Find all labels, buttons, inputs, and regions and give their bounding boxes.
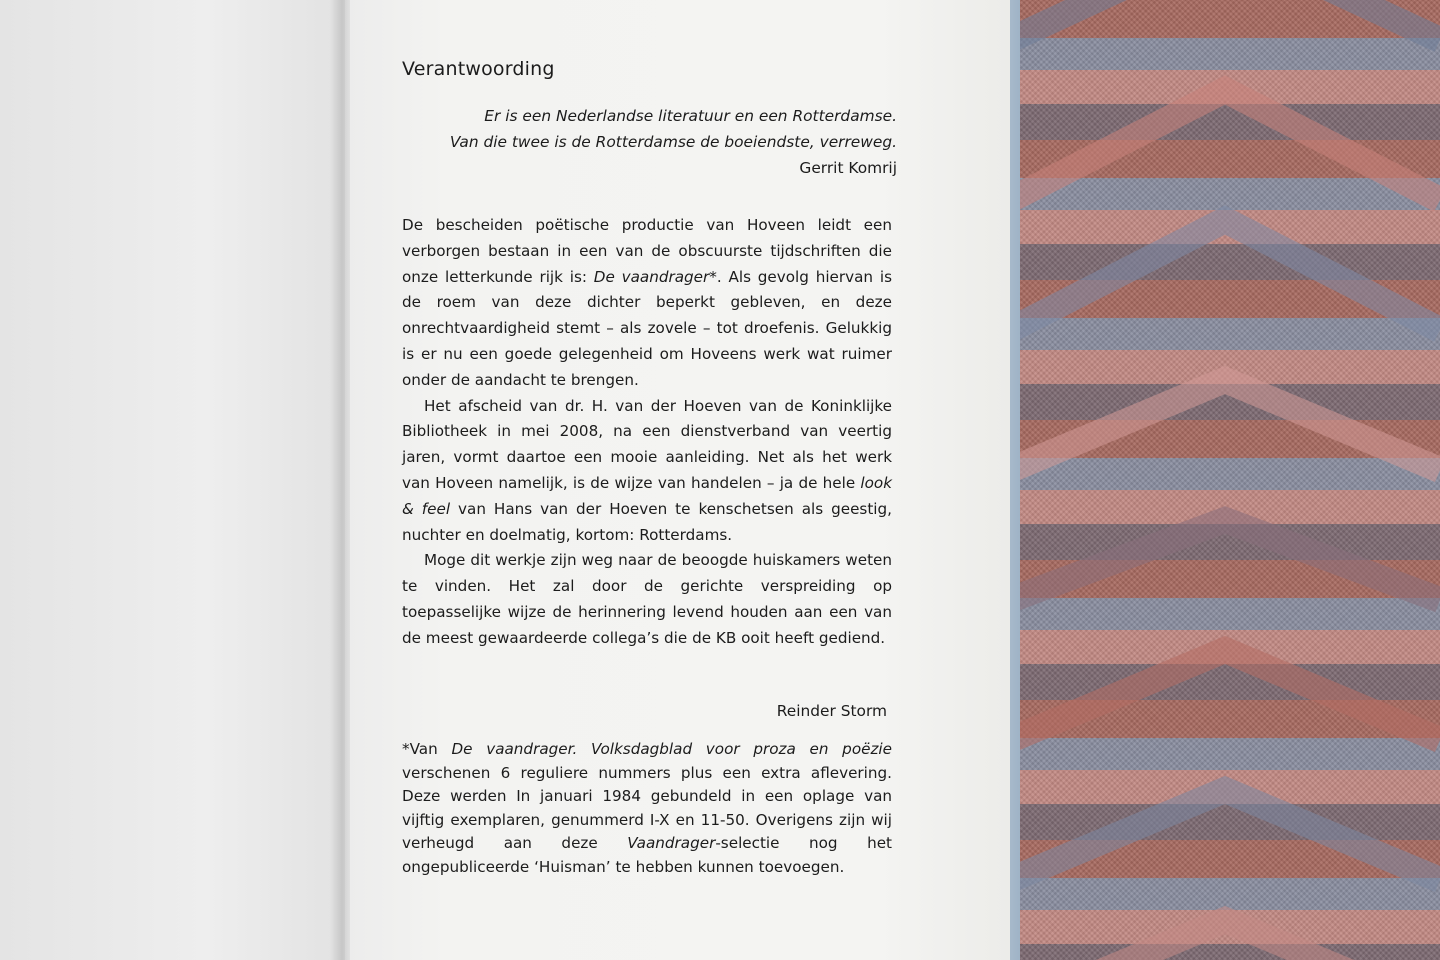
page-heading: Verantwoording: [402, 58, 555, 80]
signature: Reinder Storm: [776, 702, 887, 720]
book-page: [345, 0, 1010, 960]
left-blank-page: [0, 0, 345, 960]
book-gutter-shadow: [330, 0, 350, 960]
fabric-chevron-pattern: [1010, 0, 1440, 960]
epigraph-line: Van die twee is de Rotterdamse de boeiendste, verreweg.: [449, 133, 897, 151]
body-text: [402, 213, 892, 652]
paragraph: Moge dit werkje zijn weg naar de beoogde huiskamers weten te vinden. Het zal door de gerichte verspreiding op toepasselijke wijze de herinnering levend houden aan een van de meest gewaardeerde collega’s die de KB ooit heeft gediend.: [402, 551, 892, 647]
woven-fabric-background: [1010, 0, 1440, 960]
paragraph: De bescheiden poëtische productie van Hoveen leidt een verborgen bestaan in een van de obscuurste tijdschriften die onze letterkunde rijk is: De vaandrager*. Als gevolg hiervan is de roem van deze dichter beperkt gebleven, en deze onrechtvaardigheid stemt – als zovele – tot droefenis. Gelukkig is er nu een goede gelegenheid om Hoveens werk wat ruimer onder de aandacht te brengen.: [402, 216, 892, 389]
epigraph: [397, 103, 897, 181]
footnote-text: *Van De vaandrager. Volksdagblad voor proza en poëzie verschenen 6 reguliere nummers plus een extra aflevering. Deze werden In januari 1984 gebundeld in een oplage van vijftig exemplaren, genummerd I-X en 11-50. Overigens zijn wij verheugd aan deze Vaandrager-selectie nog het ongepubliceerde ‘Huisman’ te hebben kunnen toevoegen.: [402, 740, 892, 876]
paragraph: Het afscheid van dr. H. van der Hoeven van de Koninklijke Bibliotheek in mei 2008, na een dienstverband van veertig jaren, vormt daartoe een mooie aanleiding. Net als het werk van Hoveen namelijk, is de wijze van handelen – ja de hele look & feel van Hans van der Hoeven te kenschetsen als geestig, nuchter en doelmatig, kortom: Rotterdams.: [402, 396, 892, 544]
epigraph-author: Gerrit Komrij: [799, 159, 897, 177]
footnote: [402, 738, 892, 880]
epigraph-line: Er is een Nederlandse literatuur en een Rotterdamse.: [484, 107, 897, 125]
